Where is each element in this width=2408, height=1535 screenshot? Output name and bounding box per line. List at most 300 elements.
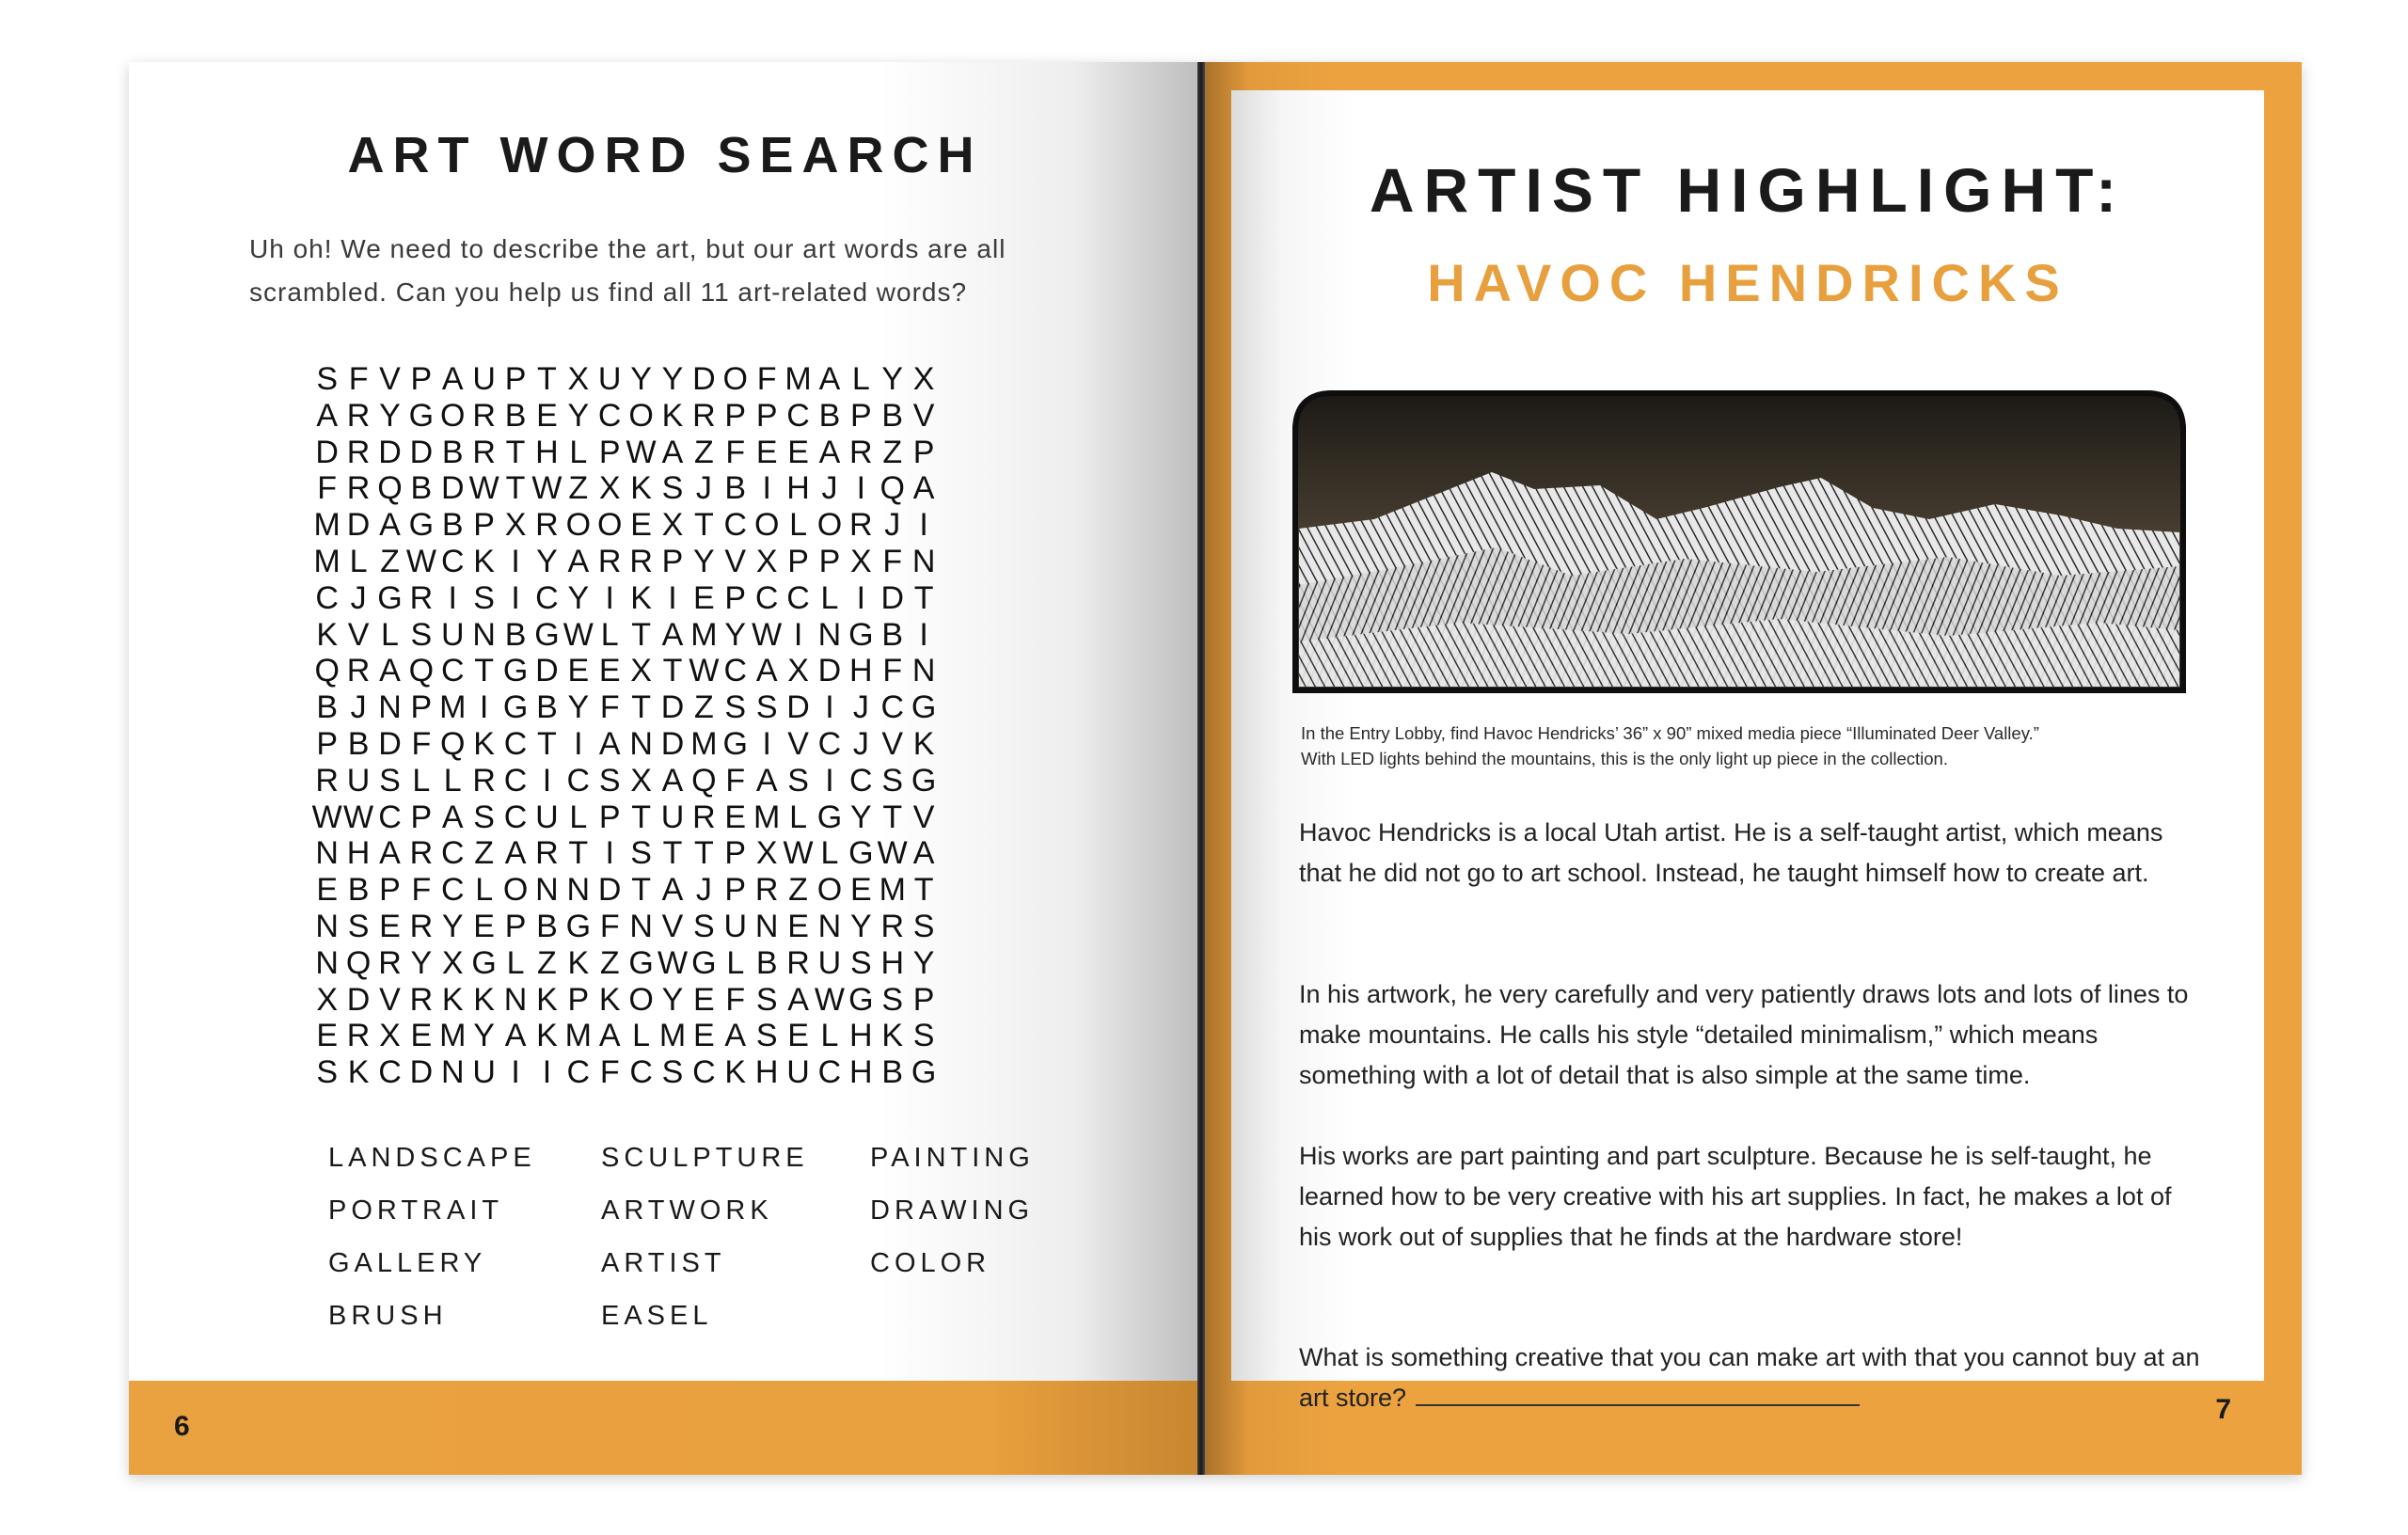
grid-letter[interactable]: C xyxy=(535,579,559,616)
grid-letter[interactable]: H xyxy=(880,944,904,981)
grid-letter[interactable]: D xyxy=(660,725,685,762)
grid-letter[interactable]: N xyxy=(566,872,591,909)
grid-letter[interactable]: Y xyxy=(661,361,684,397)
grid-letter[interactable]: X xyxy=(379,1018,401,1054)
grid-letter[interactable]: U xyxy=(535,799,559,835)
grid-letter[interactable]: Y xyxy=(567,689,590,726)
grid-letter[interactable]: T xyxy=(537,361,557,397)
grid-letter[interactable]: P xyxy=(504,361,527,397)
grid-letter[interactable]: O xyxy=(502,872,529,909)
grid-letter[interactable]: B xyxy=(881,1054,904,1091)
grid-letter[interactable]: P xyxy=(755,397,778,434)
grid-letter[interactable]: E xyxy=(473,908,495,944)
grid-letter[interactable]: K xyxy=(536,981,558,1018)
grid-letter[interactable]: Z xyxy=(599,944,620,981)
grid-letter[interactable]: B xyxy=(441,434,464,470)
grid-letter[interactable]: I xyxy=(856,470,866,507)
grid-letter[interactable]: B xyxy=(724,470,747,507)
grid-letter[interactable]: E xyxy=(693,579,715,616)
grid-letter[interactable]: P xyxy=(912,981,935,1018)
grid-letter[interactable]: S xyxy=(661,470,684,507)
grid-letter[interactable]: F xyxy=(411,872,432,909)
grid-letter[interactable]: E xyxy=(410,1018,433,1054)
grid-letter[interactable]: B xyxy=(755,944,778,981)
grid-letter[interactable]: R xyxy=(880,908,904,944)
grid-letter[interactable]: A xyxy=(661,762,684,799)
grid-letter[interactable]: H xyxy=(849,1054,873,1091)
grid-letter[interactable]: L xyxy=(475,872,494,909)
grid-letter[interactable]: Y xyxy=(849,799,872,835)
grid-letter[interactable]: P xyxy=(379,872,401,909)
grid-letter[interactable]: E xyxy=(755,434,778,470)
grid-letter[interactable]: F xyxy=(725,981,746,1018)
grid-letter[interactable]: Y xyxy=(473,1018,495,1054)
grid-letter[interactable]: U xyxy=(472,361,496,397)
grid-letter[interactable]: X xyxy=(316,981,339,1018)
grid-letter[interactable]: W xyxy=(814,981,845,1018)
grid-letter[interactable]: O xyxy=(722,361,748,397)
grid-letter[interactable]: I xyxy=(856,579,866,616)
grid-letter[interactable]: R xyxy=(472,397,496,434)
grid-letter[interactable]: P xyxy=(410,689,433,726)
grid-letter[interactable]: P xyxy=(724,579,747,616)
grid-letter[interactable]: E xyxy=(787,434,809,470)
grid-letter[interactable]: G xyxy=(848,835,874,872)
grid-letter[interactable]: P xyxy=(410,361,433,397)
grid-letter[interactable]: A xyxy=(724,1018,747,1054)
grid-letter[interactable]: R xyxy=(315,762,339,799)
grid-letter[interactable]: R xyxy=(754,872,779,909)
grid-letter[interactable]: L xyxy=(443,762,462,799)
grid-letter[interactable]: P xyxy=(787,543,809,579)
grid-letter[interactable]: X xyxy=(849,543,872,579)
grid-letter[interactable]: C xyxy=(440,653,465,689)
grid-letter[interactable]: R xyxy=(472,434,496,470)
grid-letter[interactable]: Z xyxy=(537,944,557,981)
grid-letter[interactable]: K xyxy=(724,1054,747,1091)
grid-letter[interactable]: S xyxy=(410,616,433,653)
grid-letter[interactable]: S xyxy=(316,1054,339,1091)
grid-letter[interactable]: Z xyxy=(693,434,714,470)
grid-letter[interactable]: C xyxy=(692,1054,716,1091)
grid-letter[interactable]: Y xyxy=(567,579,590,616)
grid-letter[interactable]: I xyxy=(511,1054,520,1091)
grid-letter[interactable]: F xyxy=(348,361,369,397)
grid-letter[interactable]: R xyxy=(346,653,371,689)
grid-letter[interactable]: E xyxy=(630,507,652,544)
grid-letter[interactable]: I xyxy=(511,543,520,579)
grid-letter[interactable]: P xyxy=(316,725,339,762)
grid-letter[interactable]: N xyxy=(817,908,842,944)
grid-letter[interactable]: S xyxy=(630,835,652,872)
grid-letter[interactable]: F xyxy=(599,689,620,726)
grid-letter[interactable]: N xyxy=(315,944,339,981)
grid-letter[interactable]: X xyxy=(630,653,652,689)
grid-letter[interactable]: O xyxy=(816,507,843,544)
grid-letter[interactable]: E xyxy=(316,1018,339,1054)
grid-letter[interactable]: T xyxy=(631,689,651,726)
grid-letter[interactable]: Q xyxy=(377,470,403,507)
grid-letter[interactable]: I xyxy=(825,689,834,726)
grid-letter[interactable]: C xyxy=(566,762,591,799)
grid-letter[interactable]: Y xyxy=(630,361,652,397)
grid-letter[interactable]: N xyxy=(535,872,559,909)
grid-letter[interactable]: S xyxy=(755,981,778,1018)
grid-letter[interactable]: K xyxy=(661,397,684,434)
grid-letter[interactable]: X xyxy=(755,543,778,579)
grid-letter[interactable]: R xyxy=(346,470,371,507)
grid-letter[interactable]: A xyxy=(316,397,339,434)
grid-letter[interactable]: Y xyxy=(912,944,935,981)
grid-letter[interactable]: H xyxy=(754,1054,779,1091)
grid-letter[interactable]: A xyxy=(661,434,684,470)
grid-letter[interactable]: P xyxy=(473,507,495,544)
grid-letter[interactable]: F xyxy=(882,653,903,689)
grid-letter[interactable]: X xyxy=(441,944,464,981)
grid-letter[interactable]: I xyxy=(542,762,552,799)
grid-letter[interactable]: A xyxy=(661,616,684,653)
grid-letter[interactable]: J xyxy=(350,689,367,726)
grid-letter[interactable]: Z xyxy=(474,835,495,872)
grid-letter[interactable]: I xyxy=(479,689,489,726)
grid-letter[interactable]: S xyxy=(347,908,370,944)
grid-letter[interactable]: D xyxy=(346,981,371,1018)
grid-letter[interactable]: Y xyxy=(849,908,872,944)
grid-letter[interactable]: F xyxy=(882,543,903,579)
grid-letter[interactable]: K xyxy=(630,579,652,616)
grid-letter[interactable]: R xyxy=(849,434,873,470)
grid-letter[interactable]: R xyxy=(378,944,402,981)
grid-letter[interactable]: Y xyxy=(661,981,684,1018)
grid-letter[interactable]: P xyxy=(410,799,433,835)
grid-letter[interactable]: S xyxy=(724,689,747,726)
grid-letter[interactable]: E xyxy=(849,872,872,909)
grid-letter[interactable]: K xyxy=(473,981,495,1018)
grid-letter[interactable]: L xyxy=(349,543,368,579)
grid-letter[interactable]: S xyxy=(912,908,935,944)
grid-letter[interactable]: L xyxy=(789,799,808,835)
grid-letter[interactable]: I xyxy=(668,579,677,616)
grid-letter[interactable]: D xyxy=(409,1054,434,1091)
grid-letter[interactable]: U xyxy=(817,944,842,981)
grid-letter[interactable]: L xyxy=(726,944,745,981)
grid-letter[interactable]: G xyxy=(691,944,717,981)
grid-letter[interactable]: R xyxy=(597,543,622,579)
grid-letter[interactable]: D xyxy=(660,689,685,726)
grid-letter[interactable]: N xyxy=(440,1054,465,1091)
grid-letter[interactable]: W xyxy=(626,434,657,470)
grid-letter[interactable]: T xyxy=(662,653,683,689)
grid-letter[interactable]: B xyxy=(818,397,841,434)
grid-letter[interactable]: V xyxy=(912,397,935,434)
grid-letter[interactable]: A xyxy=(912,470,935,507)
grid-letter[interactable]: Y xyxy=(567,397,590,434)
grid-letter[interactable]: W xyxy=(468,470,499,507)
grid-letter[interactable]: R xyxy=(692,799,716,835)
grid-letter[interactable]: C xyxy=(503,799,528,835)
grid-letter[interactable]: O xyxy=(440,397,466,434)
grid-letter[interactable]: V xyxy=(912,799,935,835)
grid-letter[interactable]: J xyxy=(852,689,869,726)
grid-letter[interactable]: H xyxy=(849,1018,873,1054)
grid-letter[interactable]: R xyxy=(346,397,371,434)
grid-letter[interactable]: M xyxy=(313,507,341,544)
grid-letter[interactable]: W xyxy=(877,835,908,872)
grid-letter[interactable]: E xyxy=(379,908,401,944)
grid-letter[interactable]: A xyxy=(787,981,809,1018)
grid-letter[interactable]: P xyxy=(724,872,747,909)
grid-letter[interactable]: E xyxy=(724,799,747,835)
grid-letter[interactable]: Z xyxy=(788,872,808,909)
grid-letter[interactable]: T xyxy=(505,434,526,470)
grid-letter[interactable]: X xyxy=(598,470,621,507)
grid-letter[interactable]: X xyxy=(567,361,590,397)
grid-letter[interactable]: K xyxy=(881,1018,904,1054)
grid-letter[interactable]: R xyxy=(535,507,559,544)
grid-letter[interactable]: S xyxy=(473,579,495,616)
grid-letter[interactable]: U xyxy=(597,361,622,397)
grid-letter[interactable]: I xyxy=(605,835,614,872)
grid-letter[interactable]: N xyxy=(503,981,528,1018)
grid-letter[interactable]: A xyxy=(379,507,401,544)
grid-letter[interactable]: K xyxy=(441,981,464,1018)
grid-letter[interactable]: X xyxy=(504,507,527,544)
grid-letter[interactable]: Z xyxy=(380,543,400,579)
grid-letter[interactable]: A xyxy=(755,653,778,689)
grid-letter[interactable]: R xyxy=(849,507,873,544)
grid-letter[interactable]: L xyxy=(820,835,839,872)
grid-letter[interactable]: G xyxy=(848,981,874,1018)
grid-letter[interactable]: U xyxy=(472,1054,496,1091)
grid-letter[interactable]: V xyxy=(881,725,904,762)
grid-letter[interactable]: V xyxy=(661,908,684,944)
grid-letter[interactable]: A xyxy=(598,725,621,762)
grid-letter[interactable]: G xyxy=(722,725,748,762)
grid-letter[interactable]: Q xyxy=(345,944,372,981)
answer-line[interactable] xyxy=(1416,1380,1860,1406)
grid-letter[interactable]: I xyxy=(762,470,771,507)
grid-letter[interactable]: U xyxy=(346,762,371,799)
grid-letter[interactable]: S xyxy=(316,361,339,397)
grid-letter[interactable]: E xyxy=(693,1018,715,1054)
grid-letter[interactable]: C xyxy=(629,1054,653,1091)
grid-letter[interactable]: U xyxy=(786,1054,810,1091)
grid-letter[interactable]: T xyxy=(568,835,589,872)
grid-letter[interactable]: E xyxy=(536,397,558,434)
grid-letter[interactable]: C xyxy=(503,725,528,762)
grid-letter[interactable]: L xyxy=(506,944,525,981)
grid-letter[interactable]: A xyxy=(379,653,401,689)
grid-letter[interactable]: Q xyxy=(691,762,717,799)
grid-letter[interactable]: C xyxy=(440,543,465,579)
grid-letter[interactable]: W xyxy=(343,799,374,835)
grid-letter[interactable]: F xyxy=(411,725,432,762)
grid-letter[interactable]: W xyxy=(562,616,594,653)
grid-letter[interactable]: X xyxy=(787,653,809,689)
grid-letter[interactable]: I xyxy=(574,725,583,762)
grid-letter[interactable]: M xyxy=(658,1018,687,1054)
grid-letter[interactable]: L xyxy=(632,1018,651,1054)
grid-letter[interactable]: K xyxy=(473,543,495,579)
grid-letter[interactable]: G xyxy=(911,762,937,799)
grid-letter[interactable]: S xyxy=(912,1018,935,1054)
grid-letter[interactable]: P xyxy=(849,397,872,434)
grid-letter[interactable]: O xyxy=(565,507,592,544)
grid-letter[interactable]: N xyxy=(378,689,402,726)
grid-letter[interactable]: X xyxy=(661,507,684,544)
grid-letter[interactable]: B xyxy=(410,470,433,507)
grid-letter[interactable]: M xyxy=(313,543,341,579)
grid-letter[interactable]: R xyxy=(409,981,434,1018)
grid-letter[interactable]: Y xyxy=(724,616,747,653)
grid-letter[interactable]: R xyxy=(409,579,434,616)
grid-letter[interactable]: V xyxy=(347,616,370,653)
grid-letter[interactable]: R xyxy=(692,397,716,434)
grid-letter[interactable]: M xyxy=(690,725,718,762)
grid-letter[interactable]: B xyxy=(347,725,370,762)
grid-letter[interactable]: R xyxy=(409,835,434,872)
grid-letter[interactable]: C xyxy=(817,725,842,762)
grid-letter[interactable]: M xyxy=(784,361,812,397)
grid-letter[interactable]: L xyxy=(820,1018,839,1054)
grid-letter[interactable]: D xyxy=(346,507,371,544)
grid-letter[interactable]: C xyxy=(378,1054,402,1091)
grid-letter[interactable]: C xyxy=(566,1054,591,1091)
grid-letter[interactable]: Y xyxy=(441,908,464,944)
grid-letter[interactable]: H xyxy=(849,653,873,689)
grid-letter[interactable]: G xyxy=(565,908,592,944)
grid-letter[interactable]: L xyxy=(820,579,839,616)
grid-letter[interactable]: A xyxy=(441,799,464,835)
grid-letter[interactable]: K xyxy=(473,725,495,762)
grid-letter[interactable]: T xyxy=(631,799,651,835)
grid-letter[interactable]: F xyxy=(317,470,338,507)
grid-letter[interactable]: C xyxy=(786,397,810,434)
grid-letter[interactable]: G xyxy=(848,616,874,653)
grid-letter[interactable]: P xyxy=(661,543,684,579)
grid-letter[interactable]: S xyxy=(661,1054,684,1091)
grid-letter[interactable]: M xyxy=(439,689,467,726)
grid-letter[interactable]: E xyxy=(567,653,590,689)
grid-letter[interactable]: O xyxy=(816,872,843,909)
grid-letter[interactable]: I xyxy=(762,725,771,762)
grid-letter[interactable]: P xyxy=(724,397,747,434)
grid-letter[interactable]: D xyxy=(692,361,716,397)
grid-letter[interactable]: T xyxy=(631,872,651,909)
grid-letter[interactable]: V xyxy=(379,981,401,1018)
grid-letter[interactable]: O xyxy=(628,397,654,434)
grid-letter[interactable]: J xyxy=(884,507,901,544)
grid-letter[interactable]: M xyxy=(753,799,781,835)
grid-letter[interactable]: L xyxy=(600,616,619,653)
grid-letter[interactable]: U xyxy=(723,908,748,944)
grid-letter[interactable]: N xyxy=(754,908,779,944)
grid-letter[interactable]: P xyxy=(912,434,935,470)
grid-letter[interactable]: K xyxy=(912,725,935,762)
grid-letter[interactable]: A xyxy=(755,762,778,799)
grid-letter[interactable]: B xyxy=(504,616,527,653)
grid-letter[interactable]: Q xyxy=(408,653,435,689)
grid-letter[interactable]: S xyxy=(787,762,809,799)
grid-letter[interactable]: K xyxy=(567,944,590,981)
grid-letter[interactable]: F xyxy=(599,1054,620,1091)
grid-letter[interactable]: S xyxy=(881,981,904,1018)
grid-letter[interactable]: A xyxy=(441,361,464,397)
grid-letter[interactable]: E xyxy=(598,653,621,689)
grid-letter[interactable]: A xyxy=(504,835,527,872)
grid-letter[interactable]: R xyxy=(346,434,371,470)
grid-letter[interactable]: C xyxy=(597,397,622,434)
grid-letter[interactable]: B xyxy=(347,872,370,909)
grid-letter[interactable]: L xyxy=(789,507,808,544)
grid-letter[interactable]: W xyxy=(311,799,342,835)
grid-letter[interactable]: A xyxy=(598,1018,621,1054)
grid-letter[interactable]: D xyxy=(786,689,810,726)
grid-letter[interactable]: N xyxy=(911,543,936,579)
grid-letter[interactable]: W xyxy=(405,543,436,579)
grid-letter[interactable]: W xyxy=(752,616,783,653)
grid-letter[interactable]: L xyxy=(569,799,588,835)
grid-letter[interactable]: B xyxy=(881,397,904,434)
grid-letter[interactable]: Y xyxy=(410,944,433,981)
grid-letter[interactable]: Q xyxy=(314,653,340,689)
grid-letter[interactable]: Q xyxy=(879,470,905,507)
grid-letter[interactable]: T xyxy=(882,799,903,835)
grid-letter[interactable]: H xyxy=(346,835,371,872)
grid-letter[interactable]: V xyxy=(787,725,809,762)
grid-letter[interactable]: G xyxy=(911,1054,937,1091)
grid-letter[interactable]: D xyxy=(880,579,904,616)
grid-letter[interactable]: B xyxy=(881,616,904,653)
grid-letter[interactable]: Y xyxy=(379,397,401,434)
grid-letter[interactable]: S xyxy=(755,1018,778,1054)
grid-letter[interactable]: L xyxy=(381,616,399,653)
grid-letter[interactable]: W xyxy=(689,653,720,689)
grid-letter[interactable]: B xyxy=(536,908,558,944)
grid-letter[interactable]: E xyxy=(787,908,809,944)
grid-letter[interactable]: I xyxy=(605,579,614,616)
grid-letter[interactable]: U xyxy=(660,799,685,835)
grid-letter[interactable]: Y xyxy=(536,543,558,579)
grid-letter[interactable]: F xyxy=(599,908,620,944)
grid-letter[interactable]: R xyxy=(346,1018,371,1054)
grid-letter[interactable]: I xyxy=(448,579,457,616)
grid-letter[interactable]: C xyxy=(723,507,748,544)
grid-letter[interactable]: Z xyxy=(693,689,714,726)
grid-letter[interactable]: P xyxy=(504,908,527,944)
grid-letter[interactable]: M xyxy=(879,872,906,909)
grid-letter[interactable]: A xyxy=(818,434,841,470)
grid-letter[interactable]: L xyxy=(569,434,588,470)
grid-letter[interactable]: F xyxy=(725,762,746,799)
grid-letter[interactable]: S xyxy=(693,908,715,944)
grid-letter[interactable]: S xyxy=(598,762,621,799)
grid-letter[interactable]: Y xyxy=(693,543,715,579)
grid-letter[interactable]: I xyxy=(511,579,520,616)
grid-letter[interactable]: Q xyxy=(440,725,466,762)
grid-letter[interactable]: S xyxy=(473,799,495,835)
grid-letter[interactable]: K xyxy=(536,1018,558,1054)
grid-letter[interactable]: N xyxy=(315,835,339,872)
grid-letter[interactable]: P xyxy=(598,434,621,470)
grid-letter[interactable]: S xyxy=(379,762,401,799)
grid-letter[interactable]: A xyxy=(379,835,401,872)
grid-letter[interactable]: T xyxy=(913,872,934,909)
grid-letter[interactable]: S xyxy=(849,944,872,981)
grid-letter[interactable]: G xyxy=(502,653,529,689)
grid-letter[interactable]: W xyxy=(657,944,689,981)
grid-letter[interactable]: I xyxy=(919,507,928,544)
